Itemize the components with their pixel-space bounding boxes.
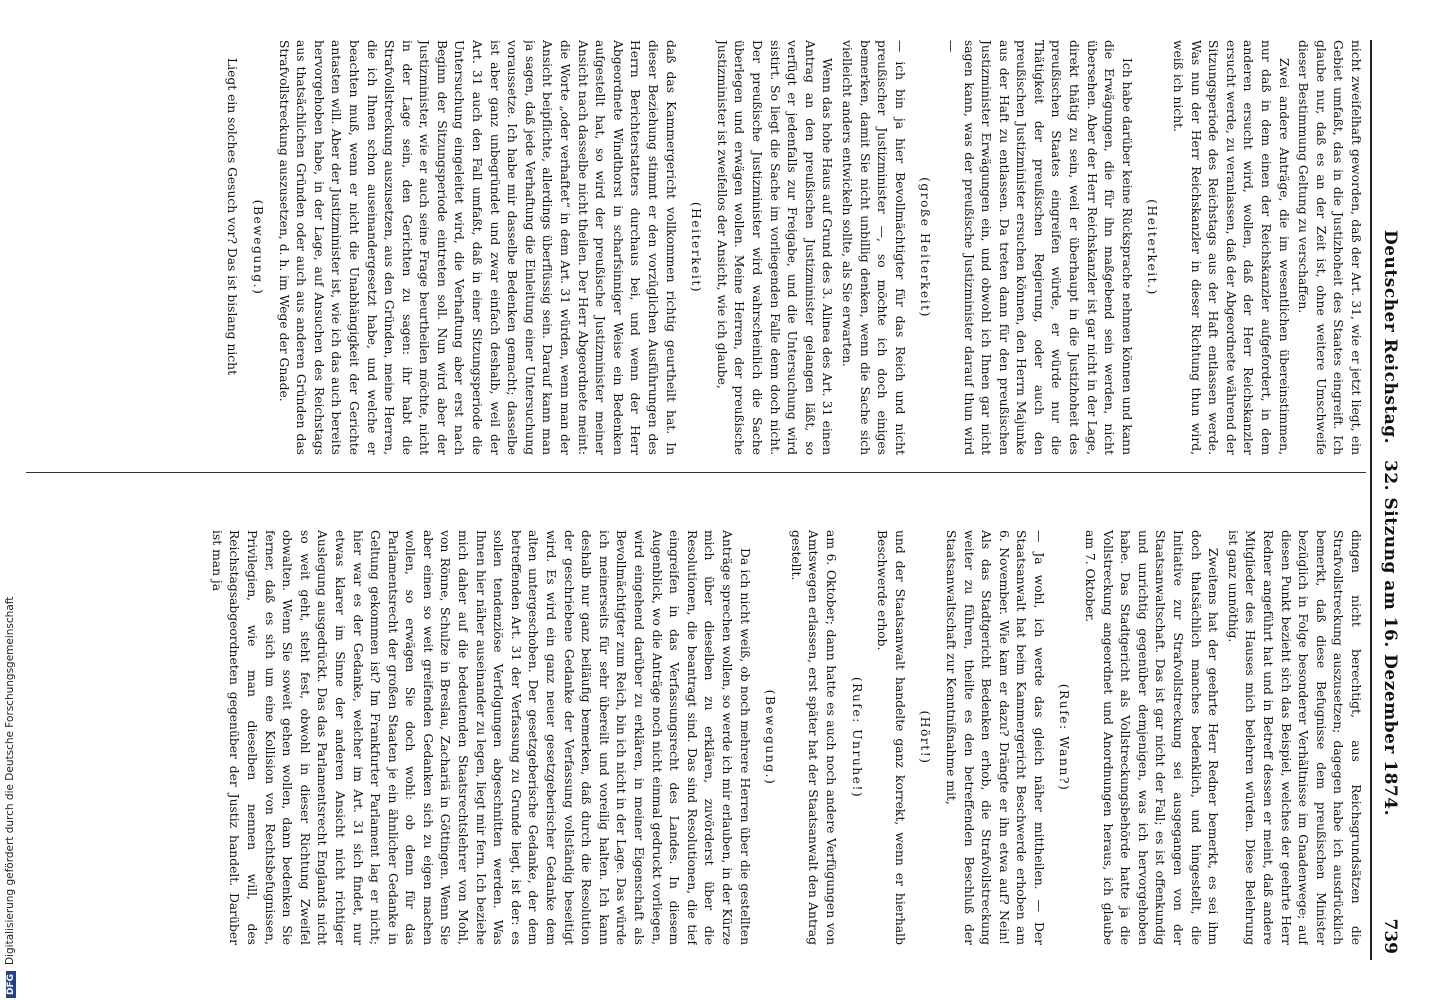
page-number: 739 <box>1380 918 1400 954</box>
footer-text: Digitalisierung gefördert durch die Deutsche Forschungsgemeinschaft <box>4 596 16 965</box>
interjection: (Bewegung.) <box>763 689 778 786</box>
header-session: 32. Sitzung am 16. Dezember 1874. <box>1380 460 1400 817</box>
interjection: (große Heiterkeit) <box>918 177 933 318</box>
header-title: Deutscher Reichstag. <box>1380 230 1400 445</box>
interjection: (Bewegung.) <box>250 199 265 296</box>
paragraph: — Ja wohl, ich werde das gleich näher mittheilen. — Der Staatsanwalt hat beim Kammergericht Beschwerde erhoben am 6. November. Wie kam er dazu? Drängte er ihn etwa auf? Nein! Als das Stadtgericht Bedenken erhob, die Strafvollstreckung weiter zu führen, theilte es den betreffenden Beschluß der Staatsanwaltschaft zur Kenntnißnahme mit, <box>943 530 1046 945</box>
interjection: (Hört!) <box>918 710 933 765</box>
right-column <box>34 530 1364 945</box>
paragraph: Liegt ein solches Gesuch vor? Das ist bislang nicht <box>225 58 240 376</box>
paragraph: daß das Kammergericht vollkommen richtig geurtheilt hat. In dieser Beziehung stimmt er den vorzüglichen Ausführungen des Herrn Berichterstatters durchaus bei, und wenn der Herr Abgeordnete Windthorst in scharfsinniger Weise ein Bedenken aufgestellt hat, so wird der preußische Justizminister meiner Ansicht nach dasselbe nicht theilen. Der Herr Abgeordnete meint: die Worte „oder verhaftet“ in dem Art. 31 würden, wenn man der Ansicht beipflichte, allerdings überflüssig sein. Darauf kann man ja sagen, daß jede Verhaftung die Einleitung einer Untersuchung voraussetze. Ich habe mir dasselbe Bedenken gemacht; dasselbe ist aber ganz unbegründet und zwar einfach deshalb, weil der Art. 31 auch den Fall umfaßt, daß in einer Sitzungsperiode die Untersuchung eingeleitet wird, die Verhaftung aber erst nach Beginn der Sitzungsperiode eintreten soll. Nun wird aber der Justizminister, wie er auch seine Frage beurtheilen möchte, nicht in der Lage sein, den Gerichten zu sagen: ihr habt die Strafvollstreckung auszusetzen, aus den Gründen, meine Herren, die ich Ihnen schon auseinandergesetzt habe, und welche er beachten muß, wenn er nicht die Unabhängigkeit der Gerichte antasten will. Aber der Justizminister ist, wie ich das auch bereits hervorgehoben habe, in der Lage, auf Ansuchen des Reichstags aus thatsächlichen Gründen oder auch aus anderen Gründen das Strafvollstreckung auszusetzen, d. h. im Wege der Gnade. <box>276 40 678 455</box>
paragraph: Zwei andere Anträge, die im wesentlichen übereinstimmen, nur daß in dem einen der Reichskanzler aufgefordert, in dem anderen ersucht wird, wollen, daß der Herr Reichskanzler ersucht werde, zu veranlassen, daß der Abgeordnete während der Sitzungsperiode des Reichstags aus der Haft entlassen werde. Was nun der Herr Reichskanzler in dieser Richtung thun wird, weiß ich nicht. <box>1171 40 1291 455</box>
interjection: (Rufe: Unruhe!) <box>849 676 864 799</box>
interjection: (Heiterkeit) <box>689 201 704 294</box>
paragraph: dingen nicht berechtigt, aus Reichsgrundsätzen die Strafvollstreckung auszusetzen; dagegen habe ich ausdrücklich bemerkt, daß diese Befugnisse dem preußischen Minister bezüglich in Folge besonderer Verhältnisse im Gnadenwege; auf diesen Punkt bezieht sich das Beispiel, welches der geehrte Herr Redner angeführt hat und in Betreff dessen er meint, daß andere Mitglieder des Hauses mich belehren würden. Diese Belehrung ist ganz unnöthig. <box>1225 530 1363 945</box>
paragraph: und der Staatsanwalt handelte ganz korrekt, wenn er hierhalb Beschwerde erhob. <box>875 530 907 945</box>
page-header <box>1370 40 1412 960</box>
interjection: (Rufe: Wann?) <box>1057 683 1072 792</box>
paragraph: Zweitens hat der geehrte Herr Redner bemerkt, es sei ihm doch thatsächlich manches bedenklich, und hingestellt, die Initiative zur Strafvollstreckung sei ausgegangen von der Staatsanwaltschaft. Das ist gar nicht der Fall; es ist offenkundig und unrichtig gegenüber demjenigen, was ich hervorgehoben habe. Das Stadtgericht als Vollstreckungsbehörde hatte ja die Vollstreckung angeordnet und Anordnungen heraus, ich glaube am 7. Oktober. <box>1083 530 1221 945</box>
paragraph: am 6. Oktober; dann hatte es auch noch andere Verfügungen von Amtswegen erlassen, erst später hat der Staatsanwalt den Antrag gestellt. <box>788 530 838 945</box>
paragraph: Wenn das hohe Haus auf Grund des 3. Alinea des Art. 31 einen Antrag an den preußischen Justizminister gelangen läßt, so verfügt er jedenfalls zur Freigabe, und die Untersuchung wird sistirt. So liegt die Sache im vorliegenden Falle denn doch nicht. Der preußische Justizminister wird wahrscheinlich die Sache überlegen und erwägen wollen. Meine Herren, der preußische Justizminister ist zweifellos der Ansicht, wie ich glaube, <box>714 40 835 455</box>
paragraph: Ich habe darüber keine Rücksprache nehmen können und kann die Erwägungen, die für ihn maßgebend sein werden, nicht übersehen. Aber der Herr Reichskanzler ist gar nicht in der Lage, direkt thätig zu sein, weil er überhaupt in die Justizhoheit des preußischen Staates eingreifen würde, er würde nur die Thätigkeit der preußischen Regierung, oder auch den preußischen Justizminister ersuchen können, den Herrn Majunke aus der Haft zu entlassen. Da treten dann für den preußischen Justizminister Erwägungen ein, und obwohl ich Ihnen gar nicht sagen kann, was der preußische Justizminister darauf thun wird — <box>943 40 1134 455</box>
left-column <box>34 40 1364 455</box>
column-divider <box>26 472 1366 473</box>
paragraph: nicht zweifelhaft geworden, daß der Art. 31, wie er jetzt liegt, ein Gebiet umfaßt, das in die Justizhoheit des Staates eingreift. Ich glaube nur, daß es an der Zeit ist, ohne weitere Umschweife dieser Bestimmung Geltung zu verschaffen. <box>1296 40 1363 455</box>
digitization-footer <box>4 0 26 998</box>
paragraph: — ich bin ja hier Bevollmächtigter für das Reich und nicht preußischer Justizminister —, so möchte ich doch einiges bemerken, damit Sie nicht unbillig denken, wenn die Sache sich vielleicht anders entwickeln sollte, als Sie erwarten. <box>839 40 907 455</box>
paragraph: Da ich nicht weiß, ob noch mehrere Herren über die gestellten Anträge sprechen wollen, so werde ich mir erlauben, in der Kürze mich über dieselben zu erklären, zuvörderst über die Resolutionen, die beantragt sind. Das sind Resolutionen, die tief eingreifen in das Verfassungsrecht des Landes. In diesem Augenblick, wo die Anträge noch nicht einmal gedruckt vorliegen, wird eingehend darüber zu erklären, in meiner Eigenschaft als Bevollmächtigter zum Reich, bin ich nicht in der Lage. Das würde ich meinerseits für sehr übereilt und voreilig halten. Ich kann deshalb nur ganz beiläufig bemerken, daß durch die Resolution der geschriebene Gedanke der Verfassung vollständig beseitigt wird. Es wird ein ganz neuer gesetzgeberischer Gedanke dem alten untergeschoben. Der gesetzgeberische Gedanke, der dem betreffenden Art. 31 der Verfassung zu Grunde liegt, ist der: es sollen tendenziöse Verfolgungen abgeschnitten werden. Was Ihnen hier näher auseinander zu legen, liegt mir fern. Ich beziehe mich daher auf die bedeutenden Staatsrechtslehrer von Mohl, von Rönne, Schulze in Breslau, Zachariä in Göttingen. Wenn Sie aber einen so weit greifenden Gedanken sich zu eigen machen wollen, so erwägen Sie doch wohl: ob denn für das Parlamentsrecht der großen Staaten je ein ähnlicher Gedanke in Geltung gekommen ist? Im Frankfurter Parlament lag er nicht; hier war es der Gedanke, welcher im Art. 31 sich findet, nur etwas klarer im Sinne der anderen Ansicht nicht richtiger Auslegung ausgedrückt. Das das Parlamentsrecht Englands nicht so weit geht, steht fest, obwohl in dieser Richtung Zweifel obwalten. Wenn Sie soweit gehen wollen, dann bedenken Sie ferner, daß es sich um eine Kollision von Rechtsbefugnissen, Privilegien, wie man dieselben nennen will, des Reichstagsabgeordneten gegenüber der Justiz handelt. Darüber ist man ja <box>209 530 752 945</box>
interjection: (Heiterkeit.) <box>1145 199 1160 296</box>
dfg-logo: DFG <box>6 971 16 998</box>
